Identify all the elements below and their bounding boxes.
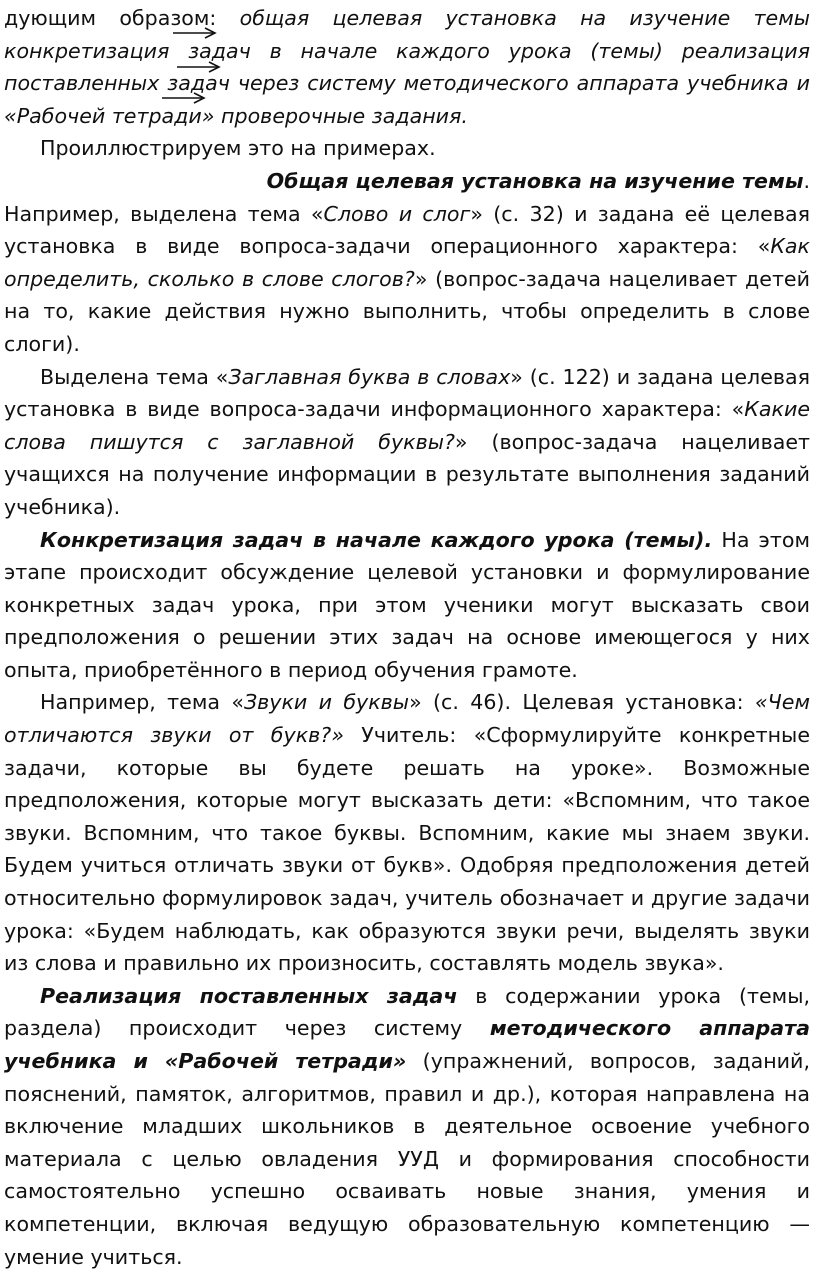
- intro-block: [4, 2, 810, 132]
- text-span: в содержании урока (темы, раздела) происходит через систему: [4, 983, 811, 1041]
- section2-paragraph-2: [4, 686, 810, 979]
- text-span: Например, выделена тема «: [4, 201, 324, 226]
- text-span: Например, тема «: [40, 690, 244, 715]
- section1-paragraph-1: [4, 198, 810, 361]
- section3-paragraph: [4, 980, 810, 1273]
- section1-heading-text: Общая целевая установка на изучение темы: [266, 168, 804, 193]
- text-span: Выделена тема «: [40, 364, 229, 389]
- text-span: » (с. 46). Целевая установка:: [409, 690, 755, 715]
- section1-heading-dot: .: [803, 168, 810, 193]
- intro-paragraph: [4, 2, 810, 132]
- illustrate-line: Проиллюстрируем это на примерах.: [40, 136, 436, 161]
- text-span: » (вопрос-задача нацеливает детей на то, какие действия нужно выполнить, чтобы определить в слове слоги).: [4, 266, 810, 356]
- arrow-right-icon: [162, 91, 206, 105]
- intro-plain-text: дующим образом:: [4, 6, 240, 30]
- intro-italic-text: общая целевая установка на изучение темы конкретизация задач в начале каждого урока (темы) реализация поставленных задач через систему методического аппарата учебника и «Рабочей тетради» проверочные задания.: [4, 6, 810, 128]
- text-span: (упражнений, вопросов, заданий, пояснений, памяток, алгоритмов, правил и др.), которая направлена на включение младших школьников в деятельное освоение учебного материала с целью овладения УУД и формирования способности самостоятельно успешно осваивать новые знания, умения и компетенции, включая ведущую образовательную компетенцию — умение учиться.: [4, 1049, 810, 1269]
- question-text: «Чем отличаются звуки от букв?»: [4, 690, 810, 748]
- section1-heading: [4, 165, 810, 198]
- topic-title: Заглавная буква в словах: [228, 364, 511, 389]
- question-text: Какие слова пишутся с заглавной буквы?: [4, 397, 810, 454]
- text-span: » (с. 122) и задана целевая установка в виде вопроса-задачи информационного характера: «: [4, 364, 811, 422]
- section3-heading: Реализация поставленных задач: [40, 983, 458, 1008]
- section2-heading: Конкретизация задач в начале каждого урока (темы).: [40, 527, 713, 552]
- text-span: » (с. 32) и задана её целевая установка в виде вопроса-задачи операционного характера: «: [4, 201, 810, 259]
- method-apparatus-text: методического аппарата учебника и «Рабочей тетради»: [4, 1016, 811, 1073]
- text-span: Учитель: «Сформулируйте конкретные задачи, которые вы будете решать на уроке». Возможные предположения, которые могут высказать дети: «Вспомним, что такое звуки. Вспомним, что такое буквы. Вспомним, какие мы знаем звуки. Будем учиться отличать звуки от букв». Одобряя предположения детей относительно формулировок задач, учитель обозначает и другие задачи урока: «Будем наблюдать, как образуются звуки речи, выделять звуки из слова и правильно их произносить, составлять модель звука».: [4, 723, 810, 976]
- question-text: Как определить, сколько в слове слогов?: [4, 234, 810, 291]
- text-span: На этом этапе происходит обсуждение целевой установки и формулирование конкретных задач урока, при этом ученики могут высказать свои предположения о решении этих задач на основе имеющегося у них опыта, приобретённого в период обучения грамоте.: [4, 527, 810, 682]
- topic-title: Звуки и буквы: [243, 690, 410, 715]
- section1-paragraph-2: [4, 361, 810, 524]
- text-span: » (вопрос-задача нацеливает учащихся на получение информации в результате выполнения заданий учебника).: [4, 429, 810, 519]
- arrow-right-icon: [177, 60, 221, 74]
- topic-title: Слово и слог: [323, 201, 471, 226]
- section2-paragraph-1: [4, 524, 810, 687]
- arrow-right-icon: [173, 26, 217, 40]
